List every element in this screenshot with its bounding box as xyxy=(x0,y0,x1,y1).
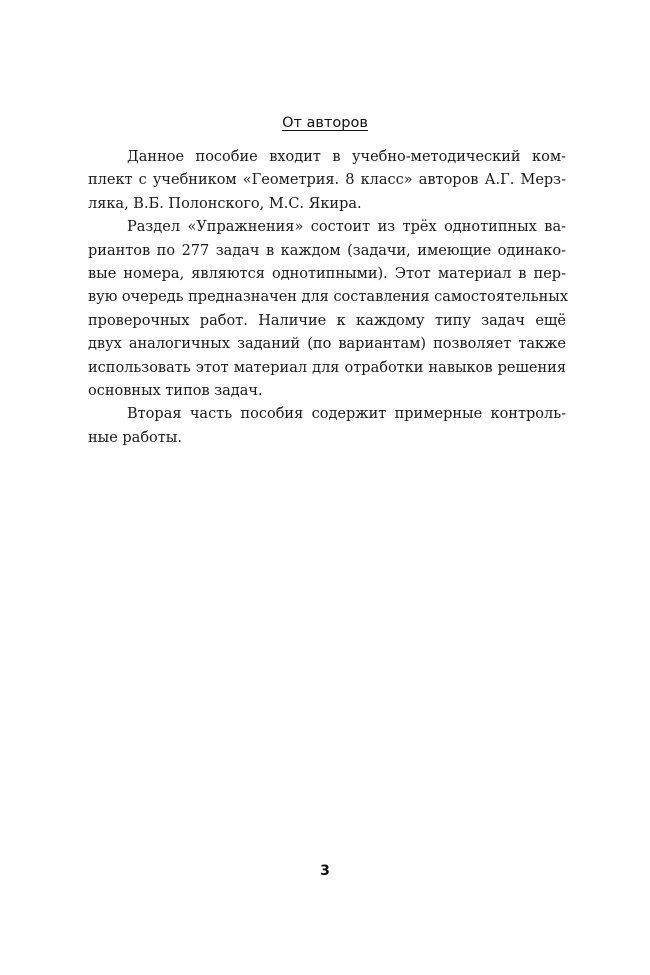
section-heading xyxy=(0,113,650,133)
text-line: Раздел «Упражнения» состоит из трёх однотипных ва- xyxy=(127,219,566,236)
text-line: проверочных работ. Наличие к каждому типу задач ещё xyxy=(88,312,566,329)
text-line: Вторая часть пособия содержит примерные контроль- xyxy=(127,406,566,423)
text-line: двух аналогичных заданий (по вариантам) позволяет также xyxy=(88,336,566,353)
text-line: риантов по 277 задач в каждом (задачи, имеющие одинако- xyxy=(88,242,566,259)
text-line: ные работы. xyxy=(88,429,182,446)
text-line: вую очередь предназначен для составления самостоятельных xyxy=(88,289,569,306)
section-heading-text: От авторов xyxy=(282,115,368,131)
text-line: плект с учебником «Геометрия. 8 класс» авторов А.Г. Мерз- xyxy=(88,172,566,189)
page-number: 3 xyxy=(320,863,330,879)
text-line: ляка, В.Б. Полонского, М.С. Якира. xyxy=(88,195,362,212)
text-line: основных типов задач. xyxy=(88,383,263,400)
text-line: вые номера, являются однотипными). Этот материал в пер- xyxy=(88,266,566,283)
text-line: Данное пособие входит в учебно-методический ком- xyxy=(127,149,566,165)
text-line: использовать этот материал для отработки навыков решения xyxy=(88,359,566,376)
body-text xyxy=(88,146,569,450)
